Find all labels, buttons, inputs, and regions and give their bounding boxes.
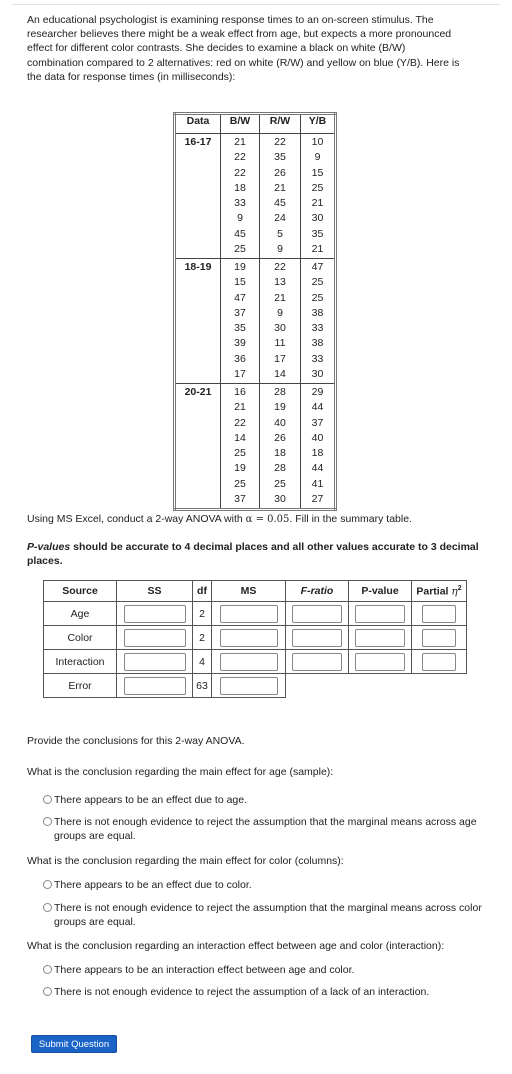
color-ms-input[interactable] [220, 629, 278, 647]
option-color-effect[interactable] [43, 878, 493, 892]
intro-line: the data for response times (in milliseconds): [27, 70, 236, 83]
age-group-label: 18-19 [175, 259, 221, 384]
source-label: Interaction [44, 650, 117, 674]
data-value: 27 [311, 492, 324, 505]
row-error [44, 674, 467, 698]
instruction-text [27, 513, 412, 525]
data-value: 44 [311, 401, 324, 414]
age-group-label: 20-21 [175, 384, 221, 510]
data-value: 9 [314, 151, 321, 164]
value-column [260, 259, 301, 384]
data-value: 21 [274, 291, 286, 304]
value-column [301, 259, 336, 384]
col-source: Source [44, 581, 117, 602]
radio-icon[interactable] [43, 880, 52, 889]
col-f-ratio-label: F-ratio [300, 585, 334, 597]
data-value: 28 [274, 386, 286, 398]
intro-line: combination compared to 2 alternatives: red on white (R/W) and yellow on blue (Y/B). Here is [27, 56, 460, 69]
col-df: df [193, 581, 212, 602]
data-value: 28 [274, 462, 286, 475]
radio-icon[interactable] [43, 795, 52, 804]
data-value: 35 [274, 151, 286, 164]
value-column [260, 134, 301, 259]
radio-icon[interactable] [43, 987, 52, 996]
data-value: 21 [234, 401, 246, 414]
age-ss-input[interactable] [124, 605, 186, 623]
df-value: 2 [193, 626, 212, 650]
header-yb: Y/B [301, 114, 336, 134]
data-value: 30 [274, 322, 286, 334]
data-value: 40 [274, 416, 286, 429]
color-ss-input[interactable] [124, 629, 186, 647]
data-value: 30 [311, 367, 324, 380]
data-value: 9 [237, 212, 243, 225]
data-value: 16 [234, 386, 246, 398]
data-value: 5 [277, 227, 283, 240]
data-value: 9 [277, 306, 283, 319]
header-data: Data [175, 114, 221, 134]
data-value: 21 [311, 242, 324, 255]
data-value: 24 [274, 212, 286, 225]
row-interaction [44, 650, 467, 674]
data-group-row [175, 259, 336, 384]
header-bw: B/W [221, 114, 260, 134]
data-value: 22 [234, 151, 246, 164]
interaction-eta-input[interactable] [422, 653, 456, 671]
data-value: 26 [274, 431, 286, 444]
data-value: 21 [311, 197, 324, 209]
option-label: There is not enough evidence to reject the assumption of a lack of an interaction. [54, 986, 430, 998]
data-value: 21 [274, 181, 286, 194]
precision-note [27, 540, 487, 568]
data-value: 19 [234, 462, 246, 475]
data-value: 40 [311, 431, 324, 444]
data-value: 18 [234, 181, 246, 194]
data-value: 22 [274, 261, 286, 273]
interaction-ms-input[interactable] [220, 653, 278, 671]
value-column [301, 384, 336, 510]
option-age-effect[interactable] [43, 793, 493, 807]
data-value: 45 [274, 197, 286, 209]
option-interaction-effect[interactable] [43, 963, 493, 977]
interaction-ss-input[interactable] [124, 653, 186, 671]
data-value: 37 [234, 492, 246, 505]
age-p-input[interactable] [355, 605, 405, 623]
data-value: 47 [311, 261, 324, 273]
option-label: There is not enough evidence to reject the assumption that the marginal means across color groups are equal. [54, 902, 482, 928]
data-group-row [175, 384, 336, 510]
age-eta-input[interactable] [422, 605, 456, 623]
data-value: 38 [311, 306, 324, 319]
header-rw: R/W [260, 114, 301, 134]
interaction-f-input[interactable] [292, 653, 342, 671]
data-value: 35 [234, 322, 246, 334]
data-value: 21 [234, 136, 246, 148]
anova-summary-table [43, 580, 467, 698]
intro-line: An educational psychologist is examining response times to an on-screen stimulus. The [27, 14, 434, 26]
data-value: 44 [311, 462, 324, 475]
data-value: 33 [311, 322, 324, 334]
data-value: 14 [274, 367, 286, 380]
option-label: There is not enough evidence to reject the assumption that the marginal means across age groups are equal. [54, 816, 477, 842]
data-value: 25 [311, 291, 324, 304]
data-value: 9 [277, 242, 283, 255]
data-value: 17 [234, 367, 246, 380]
intro-line: effect for different color contrasts. She decides to examine a black on white (B/W) [27, 42, 406, 55]
age-group-label: 16-17 [175, 134, 221, 259]
data-value: 33 [311, 352, 324, 365]
data-value: 36 [234, 352, 246, 365]
instruction-suffix: . Fill in the summary table. [289, 513, 412, 525]
col-p-value: P-value [349, 581, 412, 602]
problem-intro [27, 13, 499, 84]
col-partial-eta [412, 581, 467, 602]
df-value: 63 [193, 674, 212, 698]
data-value: 15 [311, 166, 324, 179]
data-value: 11 [274, 337, 286, 350]
value-column [221, 259, 260, 384]
value-column [260, 384, 301, 510]
color-f-input[interactable] [292, 629, 342, 647]
data-value: 39 [234, 337, 246, 350]
error-ss-input[interactable] [124, 677, 186, 695]
df-value: 2 [193, 602, 212, 626]
data-value: 41 [311, 477, 324, 490]
conclusions-title: Provide the conclusions for this 2-way ANOVA. [27, 735, 245, 747]
radio-icon[interactable] [43, 817, 52, 826]
data-value: 22 [234, 416, 246, 429]
data-value: 22 [234, 166, 246, 179]
interaction-p-input[interactable] [355, 653, 405, 671]
df-value: 4 [193, 650, 212, 674]
data-value: 47 [234, 291, 246, 304]
option-label: There appears to be an interaction effect between age and color. [54, 964, 355, 976]
data-value: 29 [311, 386, 324, 398]
option-label: There appears to be an effect due to age. [54, 794, 248, 806]
col-f-ratio [286, 581, 349, 602]
data-value: 18 [274, 447, 286, 459]
data-value: 18 [311, 447, 324, 459]
option-color-no-effect[interactable] [43, 901, 493, 929]
response-time-data-table [173, 112, 337, 511]
value-column [221, 384, 260, 510]
data-value: 38 [311, 337, 324, 350]
data-group-row [175, 134, 336, 259]
intro-line: researcher believes there might be a weak effect from age, but expects a more pronounced [27, 28, 452, 41]
radio-icon[interactable] [43, 903, 52, 912]
source-label: Age [44, 602, 117, 626]
alpha-expression: α = 0.05 [245, 514, 290, 525]
question-color: What is the conclusion regarding the main effect for color (columns): [27, 855, 344, 867]
error-ms-input[interactable] [220, 677, 278, 695]
source-label: Error [44, 674, 117, 698]
data-value: 19 [274, 401, 286, 414]
data-value: 14 [234, 431, 246, 444]
radio-icon[interactable] [43, 965, 52, 974]
precision-note-text: should be accurate to 4 decimal places and all other values accurate to 3 decimal places. [27, 541, 479, 567]
value-column [221, 134, 260, 259]
color-eta-input[interactable] [422, 629, 456, 647]
option-interaction-no-effect[interactable] [43, 985, 493, 999]
age-f-input[interactable] [292, 605, 342, 623]
eta-superscript: 2 [457, 584, 462, 592]
row-age [44, 602, 467, 626]
row-color [44, 626, 467, 650]
source-label: Color [44, 626, 117, 650]
color-p-input[interactable] [355, 629, 405, 647]
option-label: There appears to be an effect due to color. [54, 879, 252, 891]
col-ss: SS [117, 581, 193, 602]
eta-word: Partial [416, 585, 452, 598]
data-value: 26 [274, 166, 286, 179]
data-value: 33 [234, 197, 246, 209]
top-divider [12, 4, 500, 5]
precision-note-em: P-values [27, 541, 71, 553]
data-value: 19 [234, 261, 246, 273]
data-value: 45 [234, 227, 246, 240]
data-value: 30 [311, 212, 324, 225]
data-value: 25 [311, 276, 324, 289]
data-value: 37 [311, 416, 324, 429]
age-ms-input[interactable] [220, 605, 278, 623]
data-value: 35 [311, 227, 324, 240]
col-ms: MS [212, 581, 286, 602]
data-value: 15 [234, 276, 246, 289]
data-value: 22 [274, 136, 286, 148]
data-value: 13 [274, 276, 286, 289]
question-age: What is the conclusion regarding the main effect for age (sample): [27, 766, 334, 778]
data-value: 25 [311, 181, 324, 194]
instruction-prefix: Using MS Excel, conduct a 2-way ANOVA with [27, 513, 246, 525]
data-value: 25 [234, 447, 246, 459]
eta-symbol: η [451, 585, 458, 598]
value-column [301, 134, 336, 259]
submit-question-button[interactable]: Submit Question [31, 1035, 117, 1053]
data-value: 30 [274, 492, 286, 505]
option-age-no-effect[interactable] [43, 815, 493, 843]
data-value: 10 [311, 136, 324, 148]
data-value: 25 [234, 477, 246, 490]
data-value: 25 [274, 477, 286, 490]
data-value: 25 [234, 242, 246, 255]
data-value: 37 [234, 306, 246, 319]
question-interaction: What is the conclusion regarding an interaction effect between age and color (interaction): [27, 940, 445, 952]
data-value: 17 [274, 352, 286, 365]
